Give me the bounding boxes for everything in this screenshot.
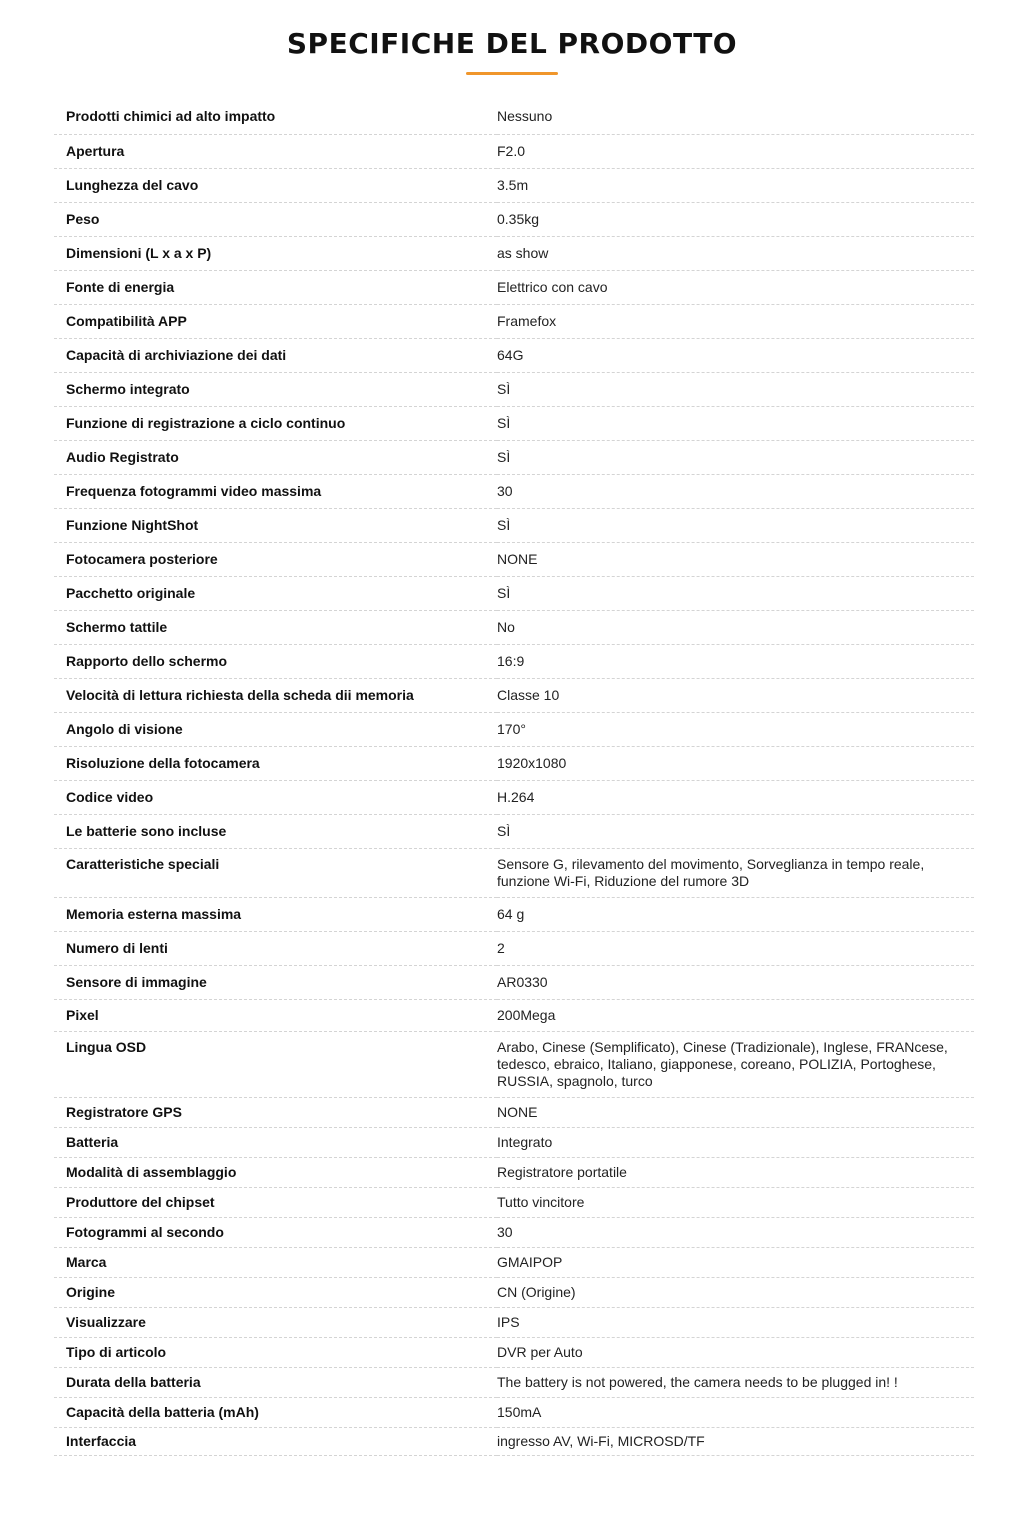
spec-table-body: [54, 100, 974, 1455]
spec-row: [54, 1157, 974, 1187]
spec-value: Classe 10: [497, 678, 974, 712]
spec-value: 16:9: [497, 644, 974, 678]
spec-label: Dimensioni (L x a x P): [54, 236, 497, 270]
spec-value: as show: [497, 236, 974, 270]
spec-label: Schermo integrato: [54, 372, 497, 406]
spec-value: GMAIPOP: [497, 1247, 974, 1277]
spec-row: [54, 1217, 974, 1247]
spec-label: Numero di lenti: [54, 931, 497, 965]
spec-row: [54, 1187, 974, 1217]
spec-label: Schermo tattile: [54, 610, 497, 644]
spec-row: [54, 1307, 974, 1337]
spec-label: Peso: [54, 202, 497, 236]
spec-value: Registratore portatile: [497, 1157, 974, 1187]
spec-label: Risoluzione della fotocamera: [54, 746, 497, 780]
spec-value: H.264: [497, 780, 974, 814]
spec-row: [54, 1031, 974, 1097]
page-title: SPECIFICHE DEL PRODOTTO: [286, 27, 738, 60]
spec-row: [54, 576, 974, 610]
spec-value: SÌ: [497, 406, 974, 440]
spec-value: 3.5m: [497, 168, 974, 202]
spec-value: AR0330: [497, 965, 974, 999]
spec-value: ingresso AV, Wi-Fi, MICROSD/TF: [497, 1427, 974, 1455]
spec-value: 0.35kg: [497, 202, 974, 236]
spec-value: 200Mega: [497, 999, 974, 1031]
spec-row: [54, 965, 974, 999]
spec-label: Registratore GPS: [54, 1097, 497, 1127]
spec-label: Pacchetto originale: [54, 576, 497, 610]
spec-label: Frequenza fotogrammi video massima: [54, 474, 497, 508]
spec-row: [54, 1397, 974, 1427]
spec-row: [54, 1097, 974, 1127]
spec-label: Origine: [54, 1277, 497, 1307]
spec-row: [54, 712, 974, 746]
spec-value: SÌ: [497, 440, 974, 474]
spec-row: [54, 1427, 974, 1455]
spec-value: F2.0: [497, 134, 974, 168]
spec-label: Capacità della batteria (mAh): [54, 1397, 497, 1427]
spec-value: Framefox: [497, 304, 974, 338]
spec-value: NONE: [497, 1097, 974, 1127]
spec-row: [54, 338, 974, 372]
spec-value: IPS: [497, 1307, 974, 1337]
spec-label: Le batterie sono incluse: [54, 814, 497, 848]
spec-value: 170°: [497, 712, 974, 746]
spec-value: SÌ: [497, 576, 974, 610]
spec-label: Prodotti chimici ad alto impatto: [54, 100, 497, 134]
spec-row: [54, 168, 974, 202]
spec-row: [54, 406, 974, 440]
spec-label: Tipo di articolo: [54, 1337, 497, 1367]
spec-row: [54, 236, 974, 270]
spec-value: Integrato: [497, 1127, 974, 1157]
spec-row: [54, 202, 974, 236]
spec-value: 30: [497, 1217, 974, 1247]
spec-label: Lunghezza del cavo: [54, 168, 497, 202]
spec-row: [54, 474, 974, 508]
spec-label: Compatibilità APP: [54, 304, 497, 338]
spec-label: Funzione di registrazione a ciclo continuo: [54, 406, 497, 440]
spec-label: Caratteristiche speciali: [54, 848, 497, 897]
spec-row: [54, 1247, 974, 1277]
spec-row: [54, 848, 974, 897]
spec-row: [54, 780, 974, 814]
spec-value: 64 g: [497, 897, 974, 931]
spec-row: [54, 304, 974, 338]
spec-row: [54, 440, 974, 474]
spec-row: [54, 542, 974, 576]
spec-label: Marca: [54, 1247, 497, 1277]
spec-label: Rapporto dello schermo: [54, 644, 497, 678]
spec-label: Durata della batteria: [54, 1367, 497, 1397]
spec-label: Fotogrammi al secondo: [54, 1217, 497, 1247]
spec-row: [54, 508, 974, 542]
spec-label: Produttore del chipset: [54, 1187, 497, 1217]
spec-label: Visualizzare: [54, 1307, 497, 1337]
spec-label: Fotocamera posteriore: [54, 542, 497, 576]
spec-row: [54, 897, 974, 931]
spec-label: Apertura: [54, 134, 497, 168]
spec-value: Elettrico con cavo: [497, 270, 974, 304]
spec-row: [54, 746, 974, 780]
spec-value: Nessuno: [497, 100, 974, 134]
spec-row: [54, 1127, 974, 1157]
spec-label: Audio Registrato: [54, 440, 497, 474]
spec-label: Capacità di archiviazione dei dati: [54, 338, 497, 372]
spec-value: NONE: [497, 542, 974, 576]
spec-value: 150mA: [497, 1397, 974, 1427]
spec-value: No: [497, 610, 974, 644]
spec-label: Velocità di lettura richiesta della scheda dii memoria: [54, 678, 497, 712]
spec-label: Fonte di energia: [54, 270, 497, 304]
spec-row: [54, 999, 974, 1031]
spec-row: [54, 1337, 974, 1367]
spec-value: The battery is not powered, the camera needs to be plugged in! !: [497, 1367, 974, 1397]
spec-label: Batteria: [54, 1127, 497, 1157]
spec-row: [54, 644, 974, 678]
spec-value: 64G: [497, 338, 974, 372]
spec-value: 2: [497, 931, 974, 965]
spec-value: DVR per Auto: [497, 1337, 974, 1367]
spec-value: SÌ: [497, 372, 974, 406]
spec-value: CN (Origine): [497, 1277, 974, 1307]
title-underline: [466, 72, 558, 75]
spec-label: Angolo di visione: [54, 712, 497, 746]
spec-row: [54, 134, 974, 168]
spec-row: [54, 1367, 974, 1397]
spec-row: [54, 678, 974, 712]
spec-label: Funzione NightShot: [54, 508, 497, 542]
spec-value: SÌ: [497, 508, 974, 542]
spec-label: Lingua OSD: [54, 1031, 497, 1097]
spec-label: Modalità di assemblaggio: [54, 1157, 497, 1187]
spec-row: [54, 814, 974, 848]
spec-row: [54, 372, 974, 406]
spec-value: SÌ: [497, 814, 974, 848]
spec-value: Arabo, Cinese (Semplificato), Cinese (Tradizionale), Inglese, FRANcese, tedesco, ebraico, Italiano, giapponese, coreano, POLIZIA, Portoghese, RUSSIA, spagnolo, turco: [497, 1031, 974, 1097]
spec-value: Tutto vincitore: [497, 1187, 974, 1217]
spec-label: Sensore di immagine: [54, 965, 497, 999]
spec-table: [54, 100, 974, 1456]
spec-label: Codice video: [54, 780, 497, 814]
spec-label: Memoria esterna massima: [54, 897, 497, 931]
spec-row: [54, 610, 974, 644]
spec-label: Pixel: [54, 999, 497, 1031]
spec-row: [54, 1277, 974, 1307]
spec-value: 1920x1080: [497, 746, 974, 780]
spec-label: Interfaccia: [54, 1427, 497, 1455]
spec-value: 30: [497, 474, 974, 508]
spec-value: Sensore G, rilevamento del movimento, Sorveglianza in tempo reale, funzione Wi-Fi, Riduzione del rumore 3D: [497, 848, 974, 897]
spec-row: [54, 931, 974, 965]
spec-row: [54, 100, 974, 134]
spec-row: [54, 270, 974, 304]
